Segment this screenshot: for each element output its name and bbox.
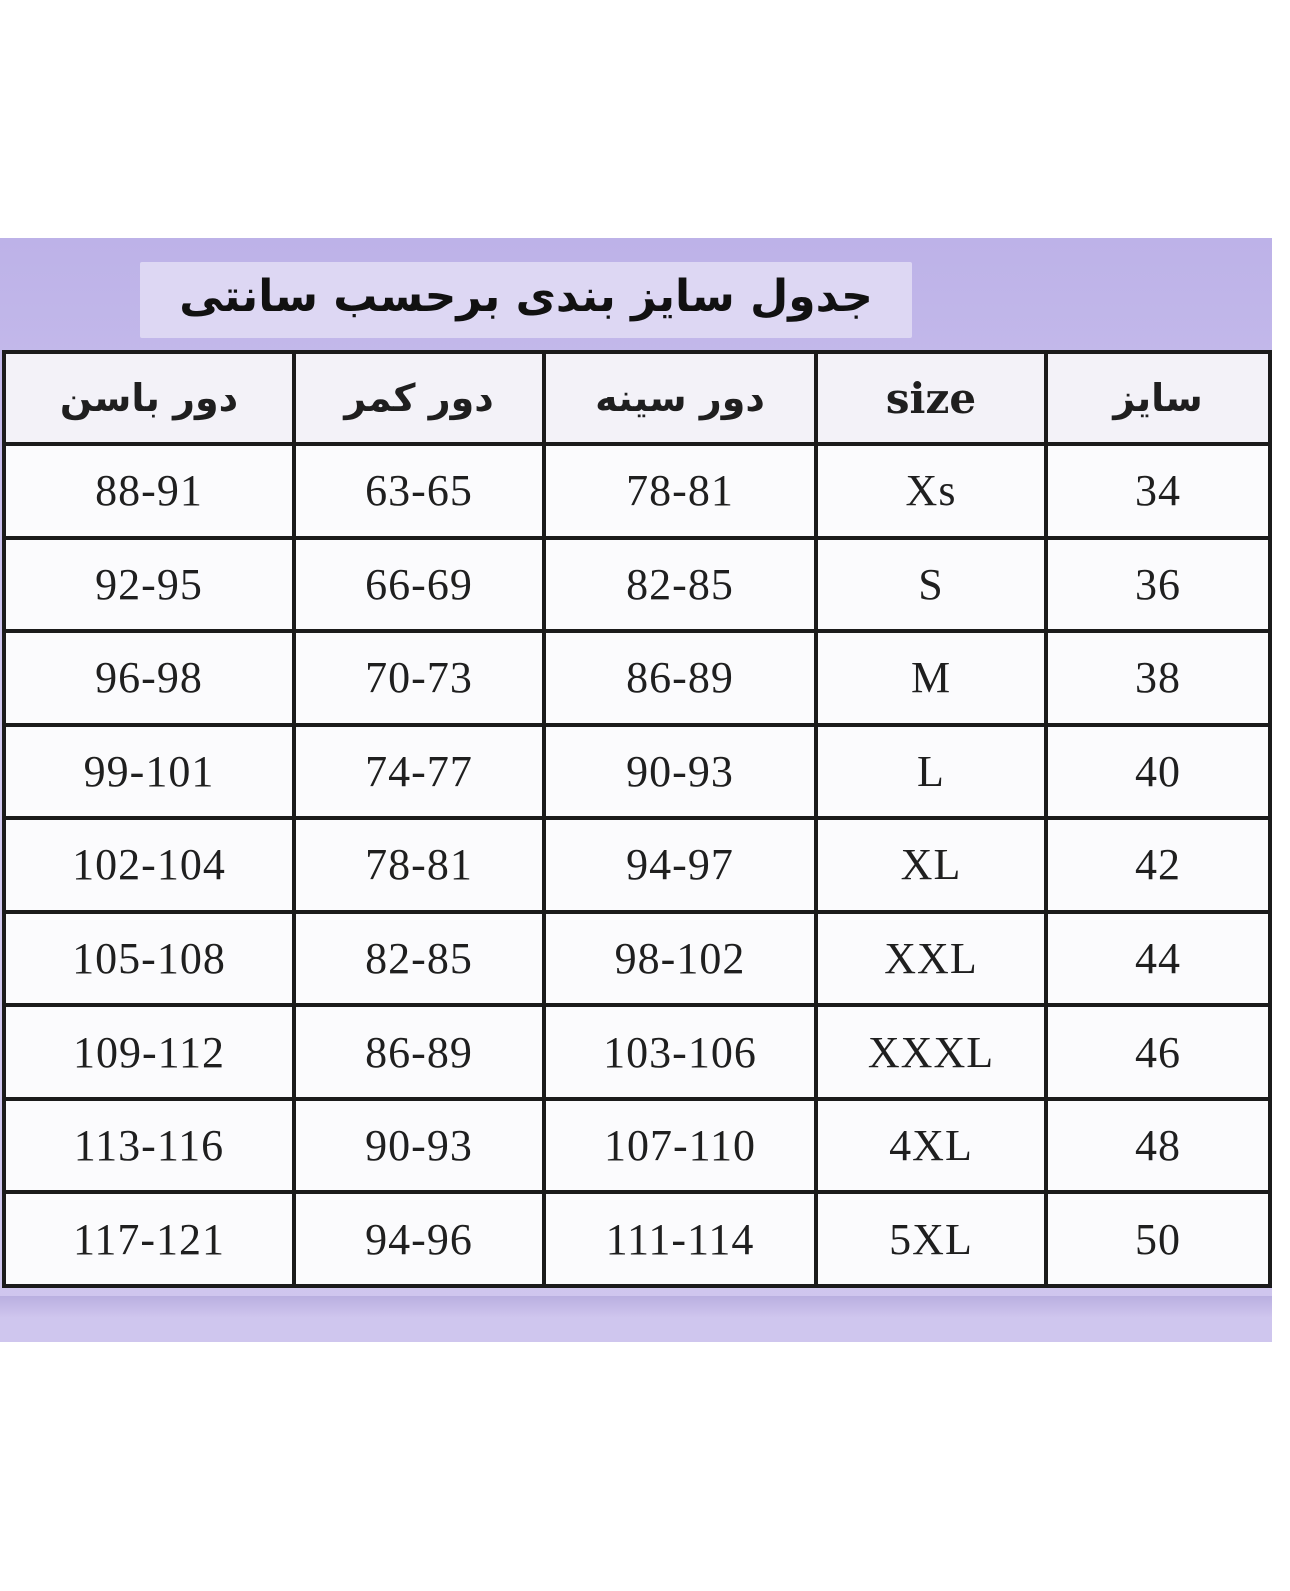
cell-chest: 86-89 (544, 631, 816, 725)
cell-size-label: S (816, 538, 1046, 632)
table-row (4, 1192, 1270, 1286)
cell-hip: 88-91 (4, 444, 294, 538)
cell-waist: 74-77 (294, 725, 544, 819)
cell-chest: 98-102 (544, 912, 816, 1006)
header-waist: دور کمر (294, 352, 544, 444)
cell-hip: 113-116 (4, 1099, 294, 1193)
cell-size-label: Xs (816, 444, 1046, 538)
table-row (4, 1005, 1270, 1099)
cell-size-number: 44 (1046, 912, 1270, 1006)
header-chest: دور سینه (544, 352, 816, 444)
cell-chest: 90-93 (544, 725, 816, 819)
cell-size-number: 40 (1046, 725, 1270, 819)
table-row (4, 538, 1270, 632)
cell-chest: 78-81 (544, 444, 816, 538)
header-size-number: سایز (1046, 352, 1270, 444)
cell-hip: 96-98 (4, 631, 294, 725)
table-row (4, 631, 1270, 725)
cell-waist: 66-69 (294, 538, 544, 632)
cell-chest: 94-97 (544, 818, 816, 912)
cell-size-label: XXXL (816, 1005, 1046, 1099)
cell-hip: 109-112 (4, 1005, 294, 1099)
cell-size-number: 36 (1046, 538, 1270, 632)
page-title: جدول سایز بندی برحسب سانتی (179, 271, 873, 322)
header-hip: دور باسن (4, 352, 294, 444)
cell-waist: 94-96 (294, 1192, 544, 1286)
table-body (4, 444, 1270, 1286)
cell-waist: 63-65 (294, 444, 544, 538)
cell-size-number: 48 (1046, 1099, 1270, 1193)
cell-chest: 82-85 (544, 538, 816, 632)
cell-size-number: 50 (1046, 1192, 1270, 1286)
cell-hip: 92-95 (4, 538, 294, 632)
table-row (4, 818, 1270, 912)
cell-hip: 102-104 (4, 818, 294, 912)
cell-hip: 117-121 (4, 1192, 294, 1286)
cell-size-label: M (816, 631, 1046, 725)
cell-size-label: XXL (816, 912, 1046, 1006)
table-row (4, 912, 1270, 1006)
cell-waist: 78-81 (294, 818, 544, 912)
table-row (4, 444, 1270, 538)
cell-waist: 86-89 (294, 1005, 544, 1099)
cell-waist: 82-85 (294, 912, 544, 1006)
cell-chest: 107-110 (544, 1099, 816, 1193)
header-size-label: size (816, 352, 1046, 444)
cell-chest: 111-114 (544, 1192, 816, 1286)
cell-waist: 70-73 (294, 631, 544, 725)
table-header-row (4, 352, 1270, 444)
cell-hip: 99-101 (4, 725, 294, 819)
cell-size-number: 38 (1046, 631, 1270, 725)
cell-waist: 90-93 (294, 1099, 544, 1193)
cell-hip: 105-108 (4, 912, 294, 1006)
size-table (2, 350, 1272, 1288)
cell-chest: 103-106 (544, 1005, 816, 1099)
cell-size-number: 46 (1046, 1005, 1270, 1099)
cell-size-number: 34 (1046, 444, 1270, 538)
cell-size-label: L (816, 725, 1046, 819)
table-row (4, 1099, 1270, 1193)
table-row (4, 725, 1270, 819)
cell-size-label: 4XL (816, 1099, 1046, 1193)
cell-size-label: XL (816, 818, 1046, 912)
cell-size-label: 5XL (816, 1192, 1046, 1286)
frame-bottom-edge (0, 1296, 1272, 1318)
cell-size-number: 42 (1046, 818, 1270, 912)
